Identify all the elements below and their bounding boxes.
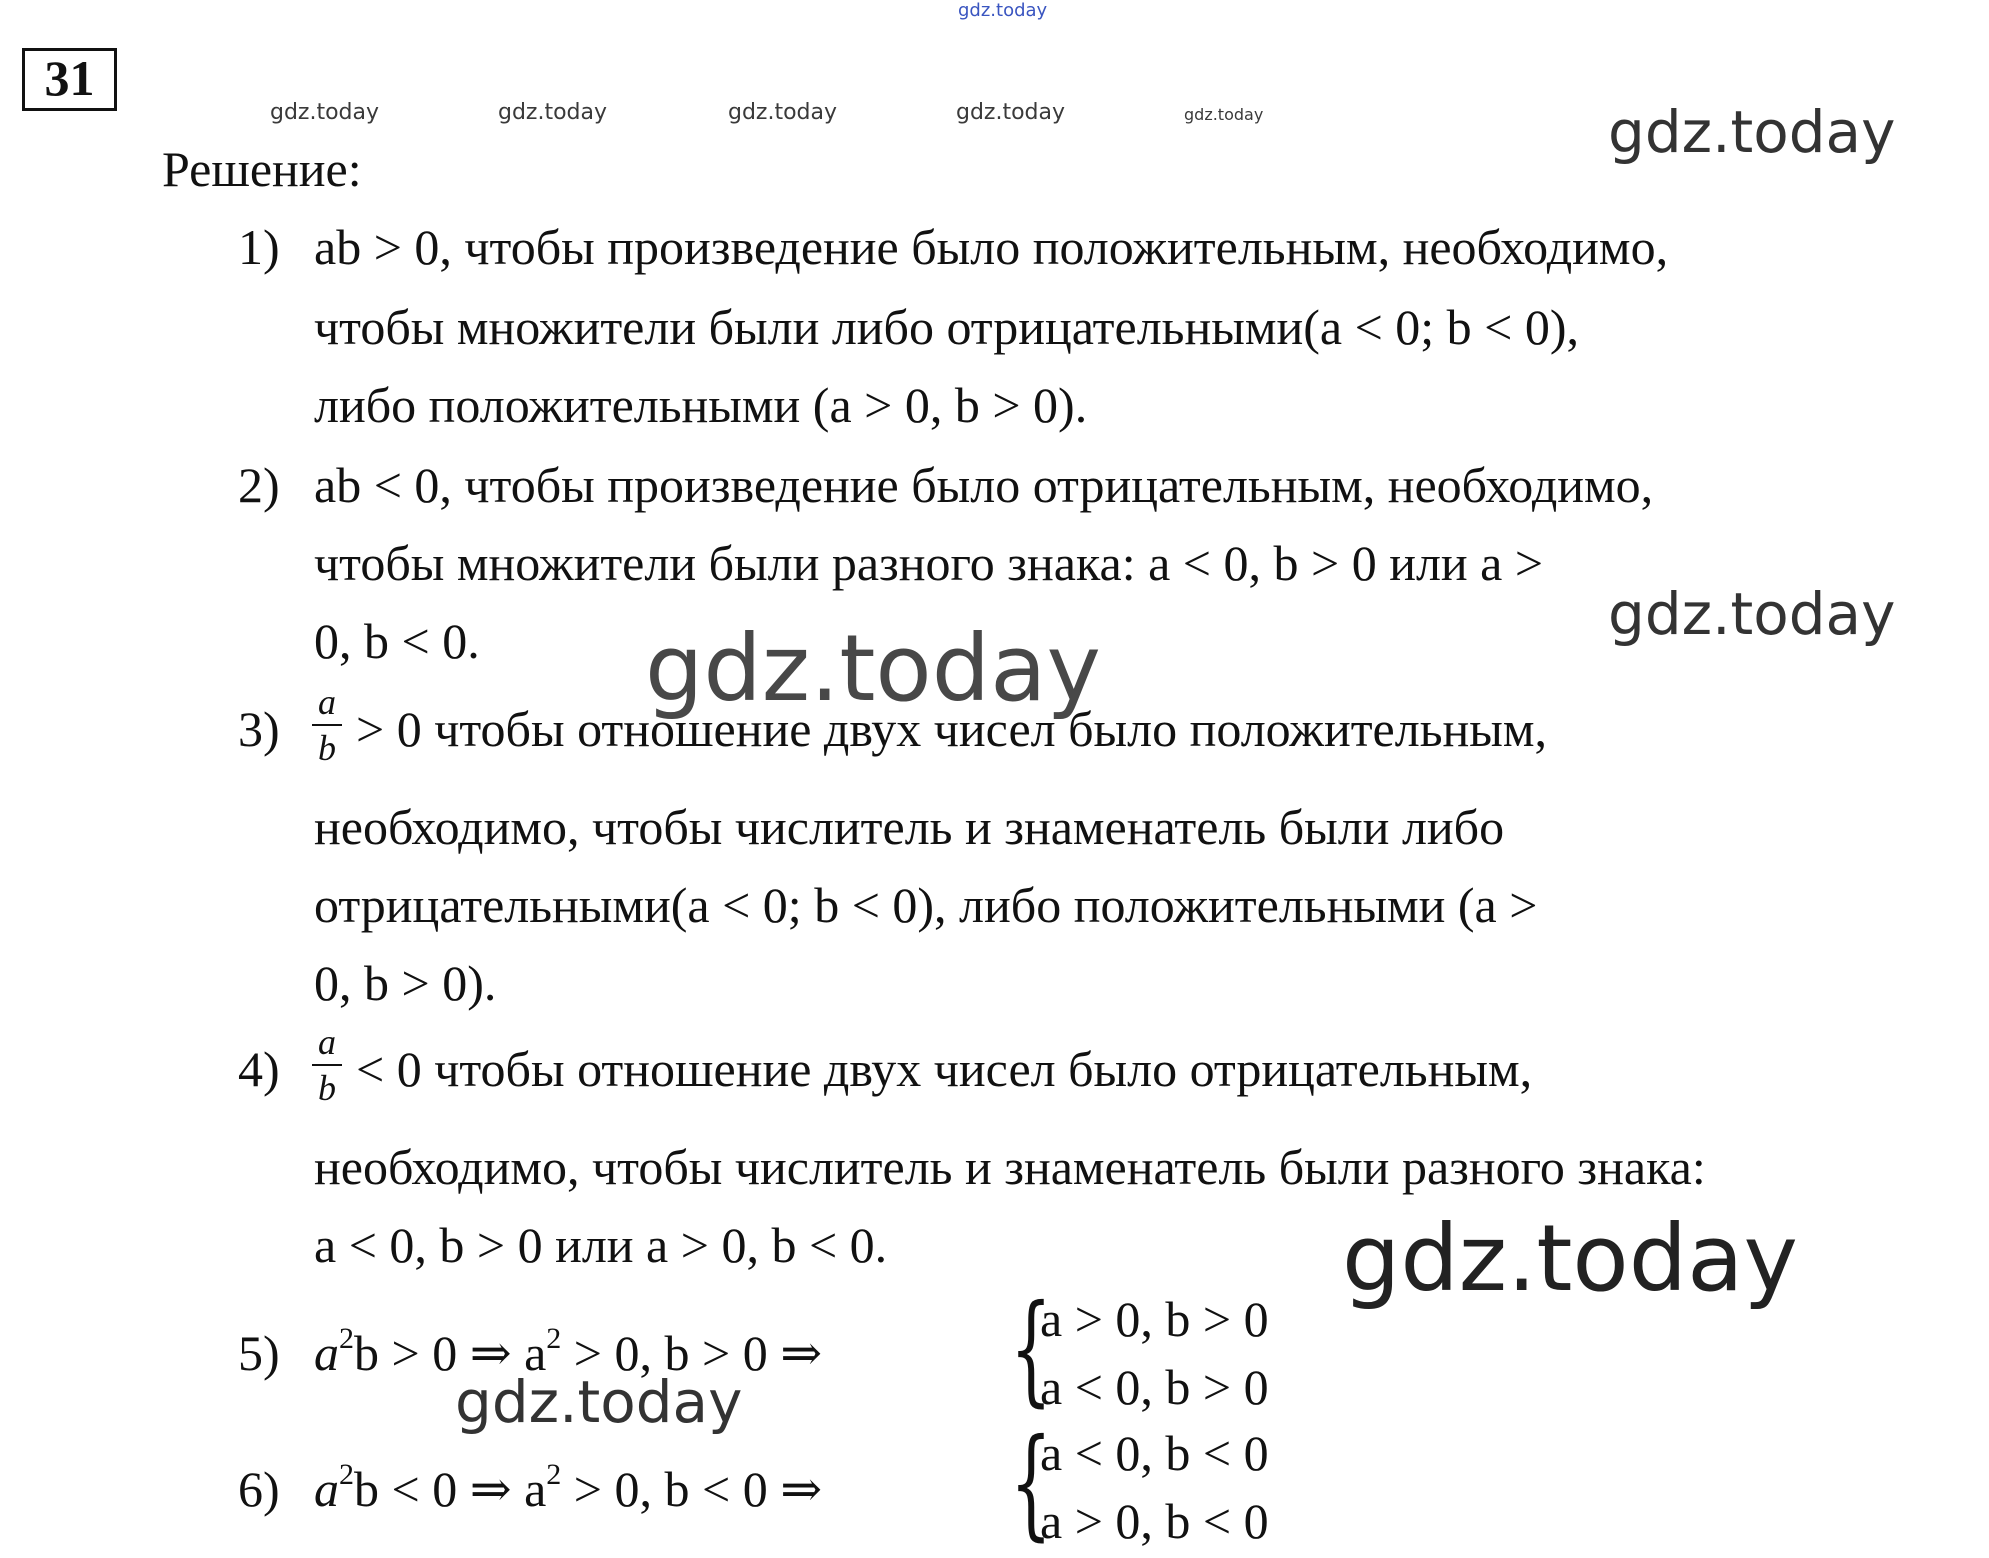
item-4-frac-bar bbox=[312, 1064, 342, 1066]
item-6-system-row-2: a > 0, b < 0 bbox=[1040, 1493, 1269, 1549]
item-4-marker: 4) bbox=[238, 1041, 280, 1097]
item-2-marker: 2) bbox=[238, 457, 280, 513]
item-6-exp-2: 2 bbox=[546, 1458, 562, 1491]
item-3-frac-bar bbox=[312, 724, 342, 726]
item-4-line-2: необходимо, чтобы числитель и знаменатель были разного знака: bbox=[314, 1139, 1706, 1195]
item-4-frac-num: a bbox=[318, 1022, 336, 1062]
item-6-chain-text: b < 0 ⇒ a bbox=[354, 1461, 547, 1517]
item-5-chain bbox=[314, 1324, 822, 1382]
item-3-frac-den: b bbox=[318, 728, 336, 768]
item-3-frac-num: a bbox=[318, 682, 336, 722]
watermark-row-4: gdz.today bbox=[956, 100, 1066, 125]
watermark-row-2: gdz.today bbox=[498, 100, 608, 125]
item-5-system-row-2: a < 0, b > 0 bbox=[1040, 1359, 1269, 1415]
item-3-line-1: > 0 чтобы отношение двух чисел было положительным, bbox=[356, 701, 1547, 757]
problem-number: 31 bbox=[22, 48, 117, 111]
item-5-chain-tail: > 0, b > 0 ⇒ bbox=[561, 1325, 823, 1381]
item-6-chain-tail: > 0, b < 0 ⇒ bbox=[561, 1461, 823, 1517]
watermark-lower-right: gdz.today bbox=[1342, 1205, 1798, 1312]
item-6-system-row-1: a < 0, b < 0 bbox=[1040, 1425, 1269, 1481]
solution-heading: Решение: bbox=[162, 141, 362, 197]
watermark-row-1: gdz.today bbox=[270, 100, 380, 125]
item-4-line-3: a < 0, b > 0 или a > 0, b < 0. bbox=[314, 1217, 888, 1273]
watermark-row-5: gdz.today bbox=[1184, 105, 1264, 124]
item-3-fraction bbox=[312, 682, 342, 768]
item-5-system-row-1: a > 0, b > 0 bbox=[1040, 1291, 1269, 1347]
watermark-right-mid: gdz.today bbox=[1608, 580, 1896, 648]
item-4-line-1: < 0 чтобы отношение двух чисел было отрицательным, bbox=[356, 1041, 1533, 1097]
item-1-line-2: чтобы множители были либо отрицательными(a < 0; b < 0), bbox=[314, 299, 1580, 355]
item-2-line-1: ab < 0, чтобы произведение было отрицательным, необходимо, bbox=[314, 457, 1654, 513]
watermark-row-3: gdz.today bbox=[728, 100, 838, 125]
item-5-marker: 5) bbox=[238, 1325, 280, 1381]
item-6-marker: 6) bbox=[238, 1461, 280, 1517]
item-6-base: a bbox=[314, 1461, 339, 1517]
item-1-line-3: либо положительными (a > 0, b > 0). bbox=[314, 377, 1088, 433]
item-3-line-3: отрицательными(a < 0; b < 0), либо положительными (a > bbox=[314, 877, 1538, 933]
item-5-chain-text: b > 0 ⇒ a bbox=[354, 1325, 547, 1381]
item-5-brace: { bbox=[1010, 1280, 1052, 1419]
item-4-frac-den: b bbox=[318, 1068, 336, 1108]
watermark-center: gdz.today bbox=[645, 615, 1101, 722]
watermark-lower-left: gdz.today bbox=[455, 1368, 743, 1436]
watermark-top: gdz.today bbox=[958, 0, 1048, 21]
item-1-line-1: ab > 0, чтобы произведение было положительным, необходимо, bbox=[314, 219, 1669, 275]
item-6-chain bbox=[314, 1460, 822, 1518]
item-5-base: a bbox=[314, 1325, 339, 1381]
item-3-line-4: 0, b > 0). bbox=[314, 955, 497, 1011]
item-4-fraction bbox=[312, 1022, 342, 1108]
item-2-line-3: 0, b < 0. bbox=[314, 613, 480, 669]
item-3-line-2: необходимо, чтобы числитель и знаменатель были либо bbox=[314, 799, 1505, 855]
item-6-brace: { bbox=[1010, 1414, 1052, 1553]
item-5-exp: 2 bbox=[339, 1322, 354, 1355]
item-3-marker: 3) bbox=[238, 701, 280, 757]
item-5-exp-2: 2 bbox=[546, 1322, 562, 1355]
item-1-marker: 1) bbox=[238, 219, 280, 275]
item-2-line-2: чтобы множители были разного знака: a < 0, b > 0 или a > bbox=[314, 535, 1544, 591]
item-6-exp: 2 bbox=[339, 1458, 354, 1491]
watermark-right-top: gdz.today bbox=[1608, 98, 1896, 166]
